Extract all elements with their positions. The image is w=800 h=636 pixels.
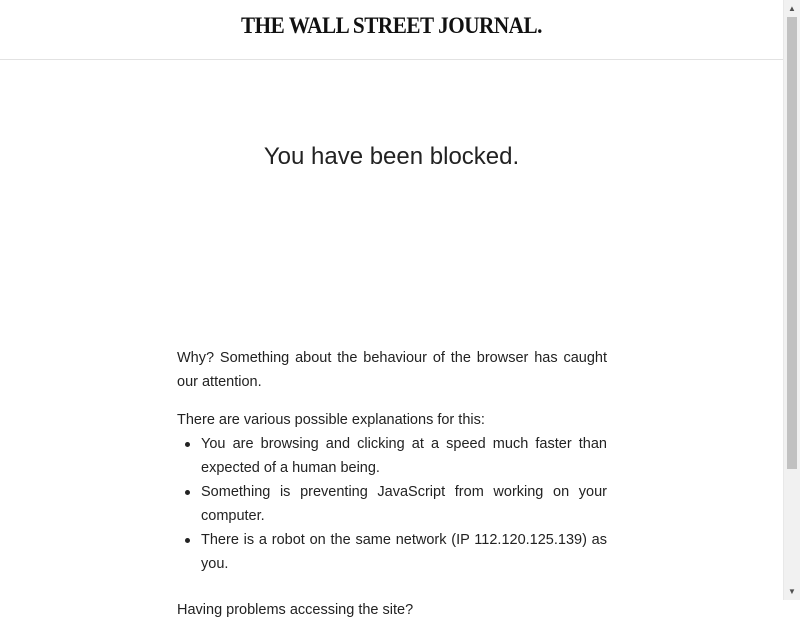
list-item bbox=[201, 528, 607, 576]
bullet-icon bbox=[185, 490, 190, 495]
list-item-text: Something is preventing JavaScript from working on your computer. bbox=[201, 484, 607, 524]
list-item-text: There is a robot on the same network (IP 112.120.125.139) as you. bbox=[201, 532, 607, 572]
list-item-text: You are browsing and clicking at a speed much faster than expected of a human being. bbox=[201, 436, 607, 476]
why-paragraph: Why? Something about the behaviour of the browser has caught our attention. bbox=[177, 350, 607, 390]
explanations-intro: There are various possible explanations for this: bbox=[177, 412, 485, 428]
vertical-scrollbar[interactable] bbox=[783, 0, 800, 600]
block-explanation bbox=[177, 346, 607, 636]
followup-paragraph: Having problems accessing the site? bbox=[177, 602, 414, 618]
bullet-icon bbox=[185, 538, 190, 543]
list-item bbox=[201, 432, 607, 480]
page-title: You have been blocked. bbox=[263, 143, 520, 170]
site-header bbox=[0, 0, 783, 60]
explanations-list bbox=[177, 432, 607, 576]
bullet-icon bbox=[185, 442, 190, 447]
list-item bbox=[201, 480, 607, 528]
scroll-up-icon[interactable]: ▲ bbox=[788, 4, 796, 13]
scroll-down-icon[interactable]: ▼ bbox=[788, 587, 796, 596]
wsj-logo[interactable]: THE WALL STREET JOURNAL. bbox=[241, 13, 542, 38]
scrollbar-thumb[interactable] bbox=[787, 17, 797, 469]
